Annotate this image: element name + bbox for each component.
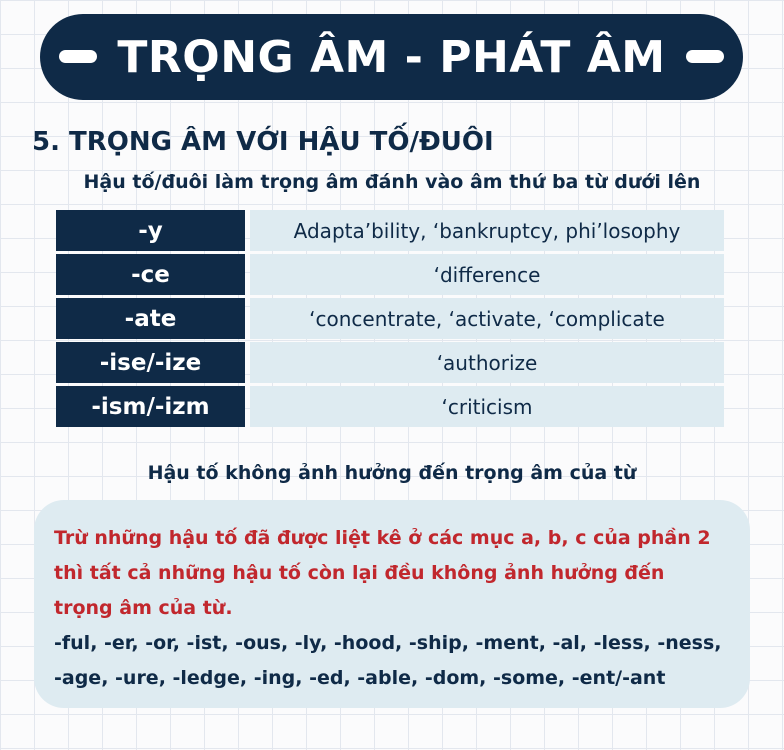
note-box bbox=[34, 500, 750, 708]
section-heading: 5. TRỌNG ÂM VỚI HẬU TỐ/ĐUÔI bbox=[32, 127, 494, 157]
table-row bbox=[56, 342, 724, 383]
examples-cell: ‘difference bbox=[250, 254, 724, 295]
title-banner bbox=[40, 14, 743, 100]
table-row bbox=[56, 210, 724, 251]
examples-cell: Adapta’bility, ‘bankruptcy, phi’losophy bbox=[250, 210, 724, 251]
table-row bbox=[56, 298, 724, 339]
suffix-cell: -ise/-ize bbox=[56, 342, 245, 383]
suffix-list-line: -age, -ure, -ledge, -ing, -ed, -able, -dom, -some, -ent/-ant bbox=[54, 667, 666, 689]
note-text-line: trọng âm của từ. bbox=[54, 597, 233, 619]
note-text-line: thì tất cả những hậu tố còn lại đều không ảnh hưởng đến bbox=[54, 562, 665, 584]
examples-cell: ‘authorize bbox=[250, 342, 724, 383]
rule-subheading: Hậu tố/đuôi làm trọng âm đánh vào âm thứ ba từ dưới lên bbox=[83, 171, 701, 193]
page-title: TRỌNG ÂM - PHÁT ÂM bbox=[117, 31, 666, 83]
suffix-cell: -y bbox=[56, 210, 245, 251]
suffix-table bbox=[56, 210, 724, 430]
table-row bbox=[56, 386, 724, 427]
dash-right-decoration bbox=[686, 50, 724, 63]
suffix-list-line: -ful, -er, -or, -ist, -ous, -ly, -hood, -ship, -ment, -al, -less, -ness, bbox=[54, 632, 722, 654]
suffix-cell: -ce bbox=[56, 254, 245, 295]
dash-left-decoration bbox=[59, 50, 97, 63]
unaffected-subheading: Hậu tố không ảnh hưởng đến trọng âm của từ bbox=[147, 462, 637, 484]
suffix-cell: -ate bbox=[56, 298, 245, 339]
note-text-line: Trừ những hậu tố đã được liệt kê ở các mục a, b, c của phần 2 bbox=[54, 527, 711, 549]
table-row bbox=[56, 254, 724, 295]
examples-cell: ‘concentrate, ‘activate, ‘complicate bbox=[250, 298, 724, 339]
suffix-cell: -ism/-izm bbox=[56, 386, 245, 427]
examples-cell: ‘criticism bbox=[250, 386, 724, 427]
